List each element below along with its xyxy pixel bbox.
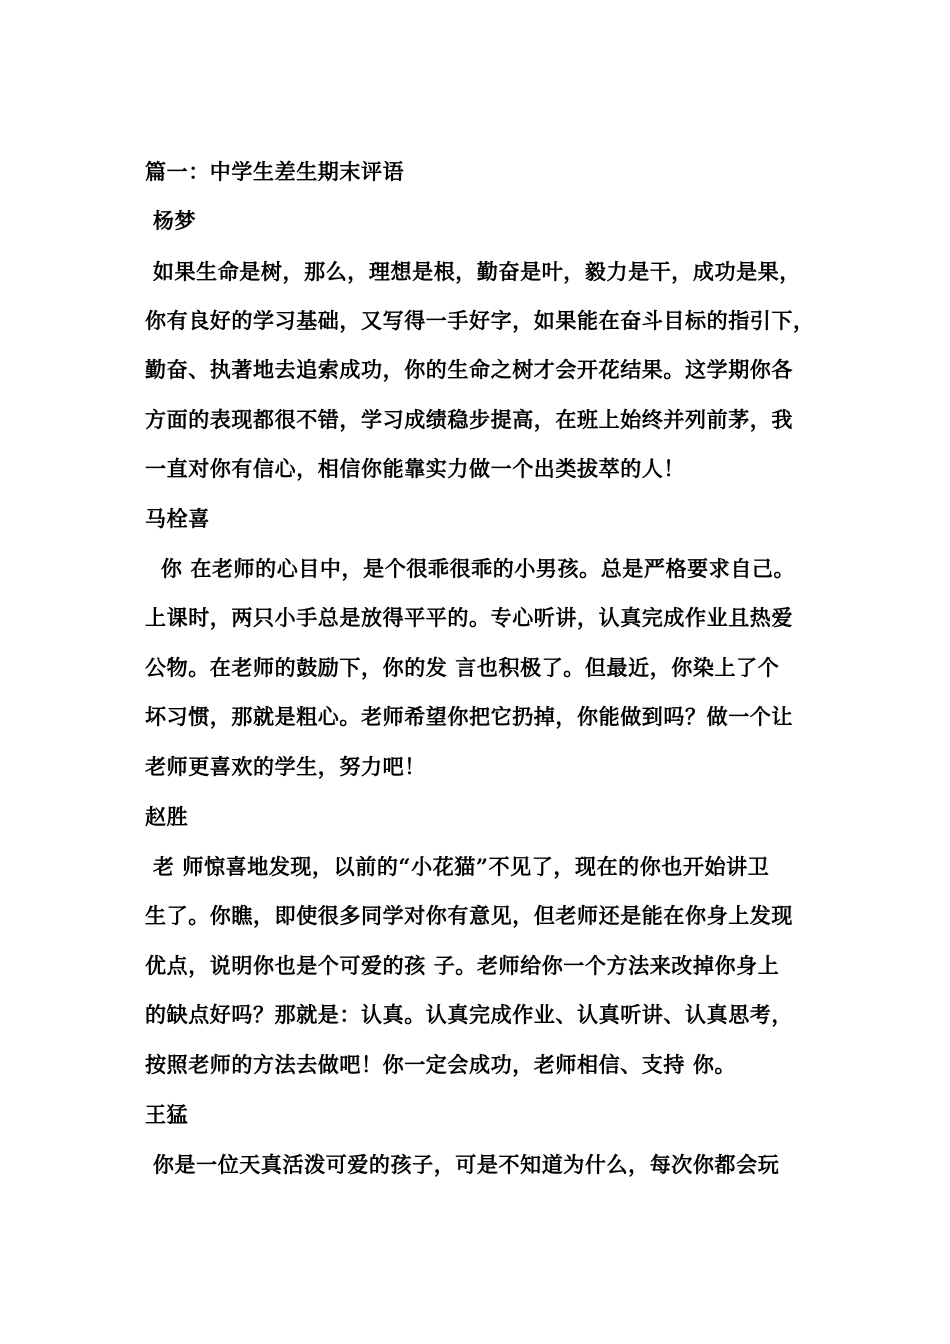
- comment-line: 一直对你有信心，相信你能靠实力做一个出类拔萃的人！: [145, 456, 685, 481]
- comment-line: 方面的表现都很不错，学习成绩稳步提高，在班上始终并列前茅，我: [145, 407, 793, 432]
- comment-line: 上课时，两只小手总是放得平平的。专心听讲，认真完成作业且热爱: [145, 605, 793, 630]
- student-name: 马栓喜: [145, 506, 210, 531]
- comment-line: 勤奋、执著地去追索成功，你的生命之树才会开花结果。这学期你各: [145, 357, 793, 382]
- comment-line: 生了。你瞧，即使很多同学对你有意见，但老师还是能在你身上发现: [145, 903, 793, 928]
- document-title: 篇一：中学生差生期末评语: [145, 159, 405, 184]
- comment-line: 优点，说明你也是个可爱的孩 子。老师给你一个方法来改掉你身上: [145, 953, 780, 978]
- comment-line: 坏习惯，那就是粗心。老师希望你把它扔掉，你能做到吗？做一个让: [145, 704, 793, 729]
- comment-line: 你 在老师的心目中，是个很乖很乖的小男孩。总是严格要求自己。: [145, 556, 796, 581]
- comment-line: 你有良好的学习基础，又写得一手好字，如果能在奋斗目标的指引下，: [145, 308, 815, 333]
- comment-line: 你是一位天真活泼可爱的孩子，可是不知道为什么，每次你都会玩: [145, 1152, 780, 1177]
- comment-line: 如果生命是树，那么，理想是根，勤奋是叶，毅力是干，成功是果，: [145, 259, 801, 284]
- comment-line: 的缺点好吗？那就是：认真。认真完成作业、认真听讲、认真思考，: [145, 1002, 793, 1027]
- comment-line: 老师更喜欢的学生，努力吧！: [145, 754, 426, 779]
- comment-line: 公物。在老师的鼓励下，你的发 言也积极了。但最近，你染上了个: [145, 655, 780, 680]
- student-name: 杨梦: [145, 208, 197, 233]
- comment-line: 按照老师的方法去做吧！你一定会成功，老师相信、支持 你。: [145, 1052, 737, 1077]
- student-name: 王猛: [145, 1102, 189, 1127]
- comment-line: 老 师惊喜地发现，以前的“小花猫”不见了，现在的你也开始讲卫: [145, 854, 770, 879]
- student-name: 赵胜: [145, 804, 189, 829]
